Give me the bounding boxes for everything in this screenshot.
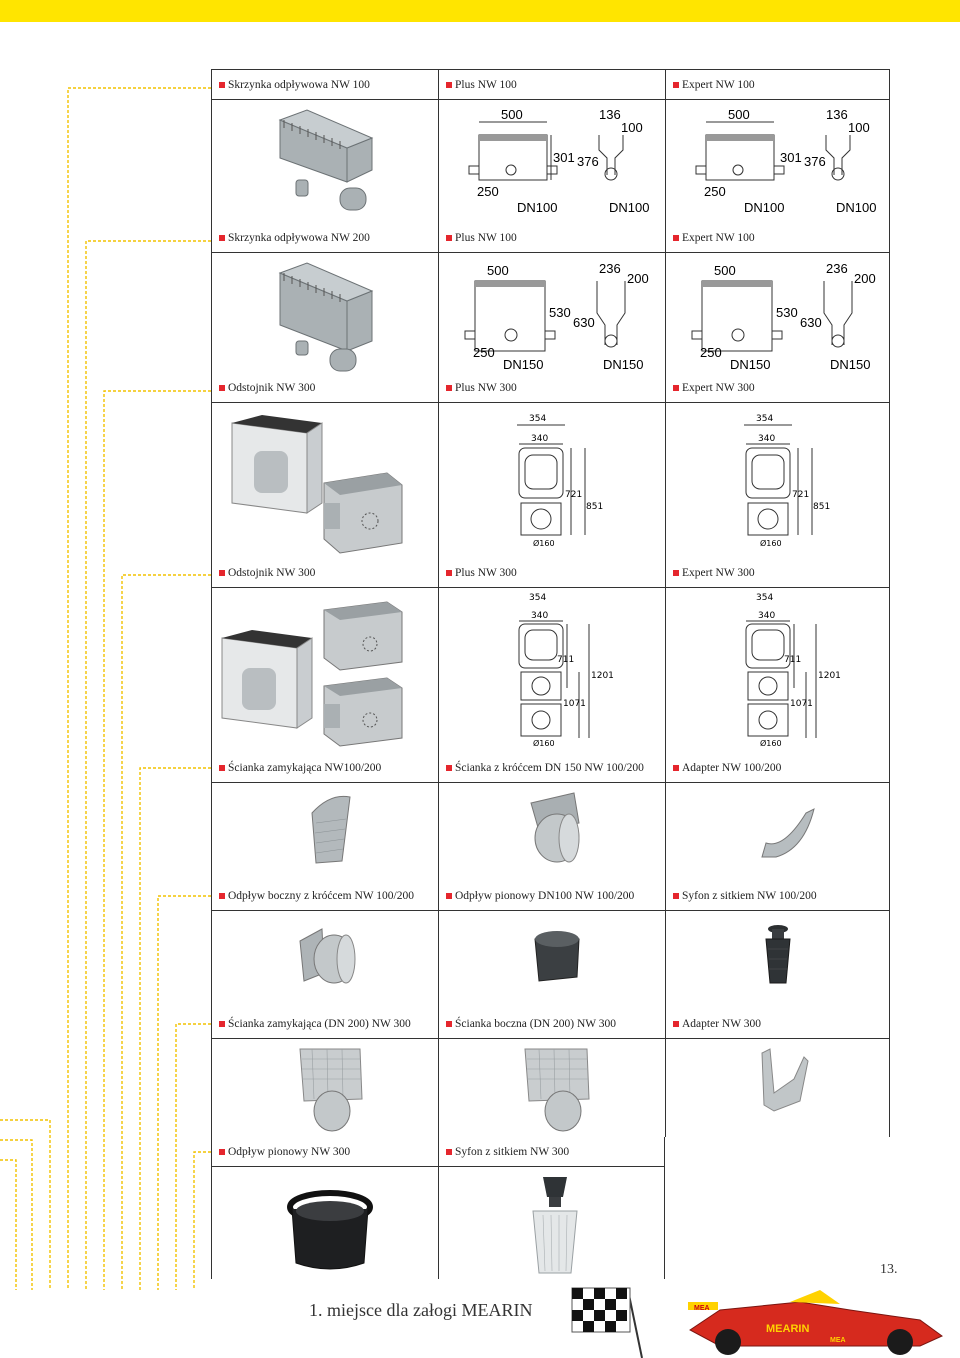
dim-label: DN150 — [830, 357, 871, 372]
dim-label: 1201 — [818, 671, 841, 681]
product-label: Odstojnik NW 300 — [212, 373, 438, 403]
car-badge: MEA — [694, 1305, 710, 1312]
dim-label: Ø160 — [760, 539, 782, 548]
adapter-nw300-image — [666, 1039, 889, 1137]
product-cell — [665, 70, 890, 223]
product-cell — [211, 1137, 438, 1279]
product-cell — [438, 881, 665, 1009]
settling-tank-image — [212, 403, 438, 558]
product-label: Ścianka zamykająca (DN 200) NW 300 — [212, 1009, 438, 1039]
table-row — [211, 223, 890, 373]
product-label: Plus NW 300 — [439, 373, 665, 403]
trap-with-sieve-image — [666, 911, 889, 1009]
car-brand: MEARIN — [766, 1323, 810, 1335]
table-row — [211, 1137, 890, 1279]
product-table — [211, 69, 890, 1279]
product-cell — [665, 881, 890, 1009]
technical-drawing — [439, 100, 665, 223]
checkered-flag-icon — [570, 1280, 670, 1358]
page-number: 13. — [880, 1262, 898, 1277]
table-row — [211, 558, 890, 753]
dim-label: 354 — [529, 593, 547, 603]
product-cell — [665, 223, 890, 373]
dim-label: 500 — [501, 107, 523, 122]
dim-label: 500 — [487, 263, 509, 278]
dim-label: 340 — [531, 611, 549, 621]
table-row — [211, 881, 890, 1009]
end-wall-image — [212, 783, 438, 881]
dim-label: 1071 — [790, 699, 813, 709]
product-cell — [438, 558, 665, 753]
product-label: Skrzynka odpływowa NW 200 — [212, 223, 438, 253]
dashed-guide-lines — [0, 60, 215, 1290]
dim-label: DN150 — [603, 357, 644, 372]
product-label: Skrzynka odpływowa NW 100 — [212, 70, 438, 100]
dim-label: 250 — [704, 184, 726, 199]
dim-label: 711 — [557, 655, 575, 665]
top-yellow-bar — [0, 0, 960, 22]
product-cell — [211, 881, 438, 1009]
footer-caption: 1. miejsce dla załogi MEARIN — [309, 1300, 533, 1320]
dim-label: 100 — [621, 120, 643, 135]
dim-label: DN100 — [836, 200, 877, 215]
adapter-image — [666, 783, 889, 881]
product-label: Syfon z sitkiem NW 300 — [439, 1137, 664, 1167]
dim-label: DN100 — [744, 200, 785, 215]
product-label: Plus NW 100 — [439, 223, 665, 253]
dim-label: 136 — [599, 107, 621, 122]
product-cell — [211, 753, 438, 881]
product-label: Plus NW 300 — [439, 558, 665, 588]
settling-tank-extension-image — [212, 588, 438, 753]
product-label: Odpływ boczny z króćcem NW 100/200 — [212, 881, 438, 911]
dim-label: 711 — [784, 655, 802, 665]
dim-label: 354 — [756, 414, 774, 424]
dim-label: 340 — [758, 434, 776, 444]
dim-label: 301 — [553, 150, 575, 165]
vertical-outlet-image — [439, 911, 665, 1009]
product-cell — [211, 223, 438, 373]
dim-label: 250 — [477, 184, 499, 199]
dim-label: 500 — [728, 107, 750, 122]
product-label: Ścianka z króćcem DN 150 NW 100/200 — [439, 753, 665, 783]
product-label: Syfon z sitkiem NW 100/200 — [666, 881, 889, 911]
dim-label: DN100 — [517, 200, 558, 215]
product-label: Odpływ pionowy NW 300 — [212, 1137, 438, 1167]
product-label: Plus NW 100 — [439, 70, 665, 100]
product-label: Ścianka zamykająca NW100/200 — [212, 753, 438, 783]
vertical-outlet-nw300-image — [212, 1167, 438, 1279]
dim-label: 530 — [776, 305, 798, 320]
dim-label: 376 — [577, 154, 599, 169]
product-cell — [438, 1009, 665, 1137]
dim-label: 721 — [565, 490, 583, 500]
table-row — [211, 1009, 890, 1137]
technical-drawing — [666, 588, 889, 753]
end-wall-dn200-image — [212, 1039, 438, 1137]
product-label: Ścianka boczna (DN 200) NW 300 — [439, 1009, 665, 1039]
side-outlet-image — [212, 911, 438, 1009]
dim-label: Ø160 — [533, 539, 555, 548]
drain-box-nw200-image — [212, 253, 438, 373]
dim-label: DN150 — [503, 357, 544, 372]
dim-label: 250 — [700, 345, 722, 360]
product-cell — [438, 373, 665, 558]
product-cell — [211, 70, 438, 223]
race-car-icon — [680, 1280, 950, 1358]
end-wall-with-spigot-image — [439, 783, 665, 881]
technical-drawing — [439, 588, 665, 753]
side-wall-dn200-image — [439, 1039, 665, 1137]
drain-box-nw100-image — [212, 100, 438, 223]
trap-with-sieve-nw300-image — [439, 1167, 664, 1279]
dim-label: 851 — [813, 502, 831, 512]
product-cell — [438, 753, 665, 881]
product-label: Expert NW 300 — [666, 558, 889, 588]
dim-label: DN150 — [730, 357, 771, 372]
product-cell — [438, 70, 665, 223]
product-label: Odpływ pionowy DN100 NW 100/200 — [439, 881, 665, 911]
dim-label: 354 — [756, 593, 774, 603]
product-label: Odstojnik NW 300 — [212, 558, 438, 588]
table-row — [211, 753, 890, 881]
table-row — [211, 70, 890, 223]
product-cell — [211, 373, 438, 558]
dim-label: 236 — [826, 261, 848, 276]
car-badge: MEA — [830, 1337, 846, 1344]
dim-label: DN100 — [609, 200, 650, 215]
product-cell — [211, 1009, 438, 1137]
dim-label: 340 — [758, 611, 776, 621]
dim-label: 851 — [586, 502, 604, 512]
dim-label: 1071 — [563, 699, 586, 709]
product-cell — [438, 223, 665, 373]
product-cell — [665, 1009, 890, 1137]
technical-drawing — [666, 253, 889, 373]
product-label: Adapter NW 300 — [666, 1009, 889, 1039]
dim-label: 340 — [531, 434, 549, 444]
product-label: Expert NW 100 — [666, 223, 889, 253]
dim-label: 630 — [800, 315, 822, 330]
technical-drawing — [666, 403, 889, 558]
product-cell — [665, 373, 890, 558]
dim-label: Ø160 — [533, 739, 555, 748]
dim-label: 500 — [714, 263, 736, 278]
dim-label: 200 — [627, 271, 649, 286]
dim-label: 630 — [573, 315, 595, 330]
dim-label: 136 — [826, 107, 848, 122]
dim-label: 530 — [549, 305, 571, 320]
technical-drawing — [439, 253, 665, 373]
product-cell — [438, 1137, 665, 1279]
product-cell — [665, 558, 890, 753]
product-cell — [665, 753, 890, 881]
dim-label: 301 — [780, 150, 802, 165]
dim-label: 721 — [792, 490, 810, 500]
dim-label: 376 — [804, 154, 826, 169]
dim-label: 236 — [599, 261, 621, 276]
product-cell — [211, 558, 438, 753]
dim-label: Ø160 — [760, 739, 782, 748]
dim-label: 1201 — [591, 671, 614, 681]
product-label: Expert NW 300 — [666, 373, 889, 403]
product-label: Expert NW 100 — [666, 70, 889, 100]
dim-label: 100 — [848, 120, 870, 135]
dim-label: 250 — [473, 345, 495, 360]
product-label: Adapter NW 100/200 — [666, 753, 889, 783]
table-row — [211, 373, 890, 558]
technical-drawing — [439, 403, 665, 558]
dim-label: 200 — [854, 271, 876, 286]
technical-drawing — [666, 100, 889, 223]
dim-label: 354 — [529, 414, 547, 424]
